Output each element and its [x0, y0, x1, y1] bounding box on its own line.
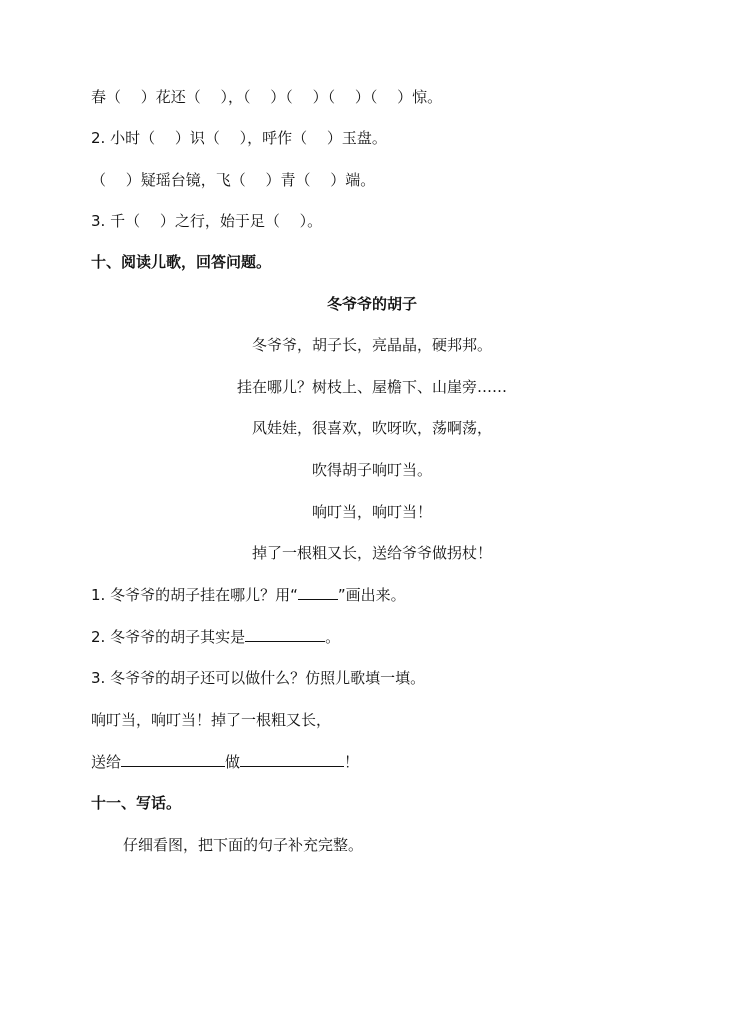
question-2-text-end: 。 — [325, 628, 341, 646]
fill-line-2: 2. 小时（ ）识（ ），呼作（ ）玉盘。 — [91, 129, 387, 147]
text: ！ — [344, 753, 360, 771]
text: 做 — [225, 753, 241, 771]
fill-line-3: （ ）疑瑶台镜，飞（ ）青（ ）端。 — [91, 171, 376, 189]
answer-blank[interactable] — [121, 752, 225, 767]
text: 送给 — [91, 753, 122, 771]
section-10-heading: 十、阅读儿歌，回答问题。 — [91, 253, 272, 271]
section-11-instruction: 仔细看图，把下面的句子补充完整。 — [123, 836, 364, 854]
answer-blank[interactable] — [240, 752, 344, 767]
question-2 — [91, 627, 340, 647]
question-2-text: 2. 冬爷爷的胡子其实是 — [91, 628, 246, 646]
answer-blank[interactable] — [245, 627, 325, 642]
question-1 — [91, 585, 406, 605]
poem-line: 挂在哪儿？树枝上、屋檐下、山崖旁…… — [236, 378, 507, 396]
poem-line: 风娃娃，很喜欢，吹呀吹，荡啊荡， — [251, 419, 492, 437]
poem-line: 响叮当，响叮当！ — [311, 503, 432, 521]
poem-line: 吹得胡子响叮当。 — [311, 461, 432, 479]
question-3-line-1: 响叮当，响叮当！掉了一根粗又长， — [91, 711, 332, 729]
poem-line: 掉了一根粗又长，送给爷爷做拐杖！ — [251, 544, 492, 562]
fill-line-4: 3. 千（ ）之行，始于足（ ）。 — [91, 212, 323, 230]
poem-title: 冬爷爷的胡子 — [326, 295, 417, 313]
question-3-line-2 — [91, 752, 359, 772]
question-1-text: 1. 冬爷爷的胡子挂在哪儿？用“ — [91, 586, 298, 604]
question-3: 3. 冬爷爷的胡子还可以做什么？仿照儿歌填一填。 — [91, 669, 426, 687]
section-11-heading: 十一、写话。 — [91, 794, 182, 812]
answer-blank[interactable] — [298, 585, 338, 600]
fill-line-1: 春（ ）花还（ ），（ ）（ ）（ ）（ ）惊。 — [91, 88, 443, 106]
poem-line: 冬爷爷，胡子长，亮晶晶，硬邦邦。 — [251, 336, 492, 354]
question-1-text-end: ”画出来。 — [337, 586, 406, 604]
